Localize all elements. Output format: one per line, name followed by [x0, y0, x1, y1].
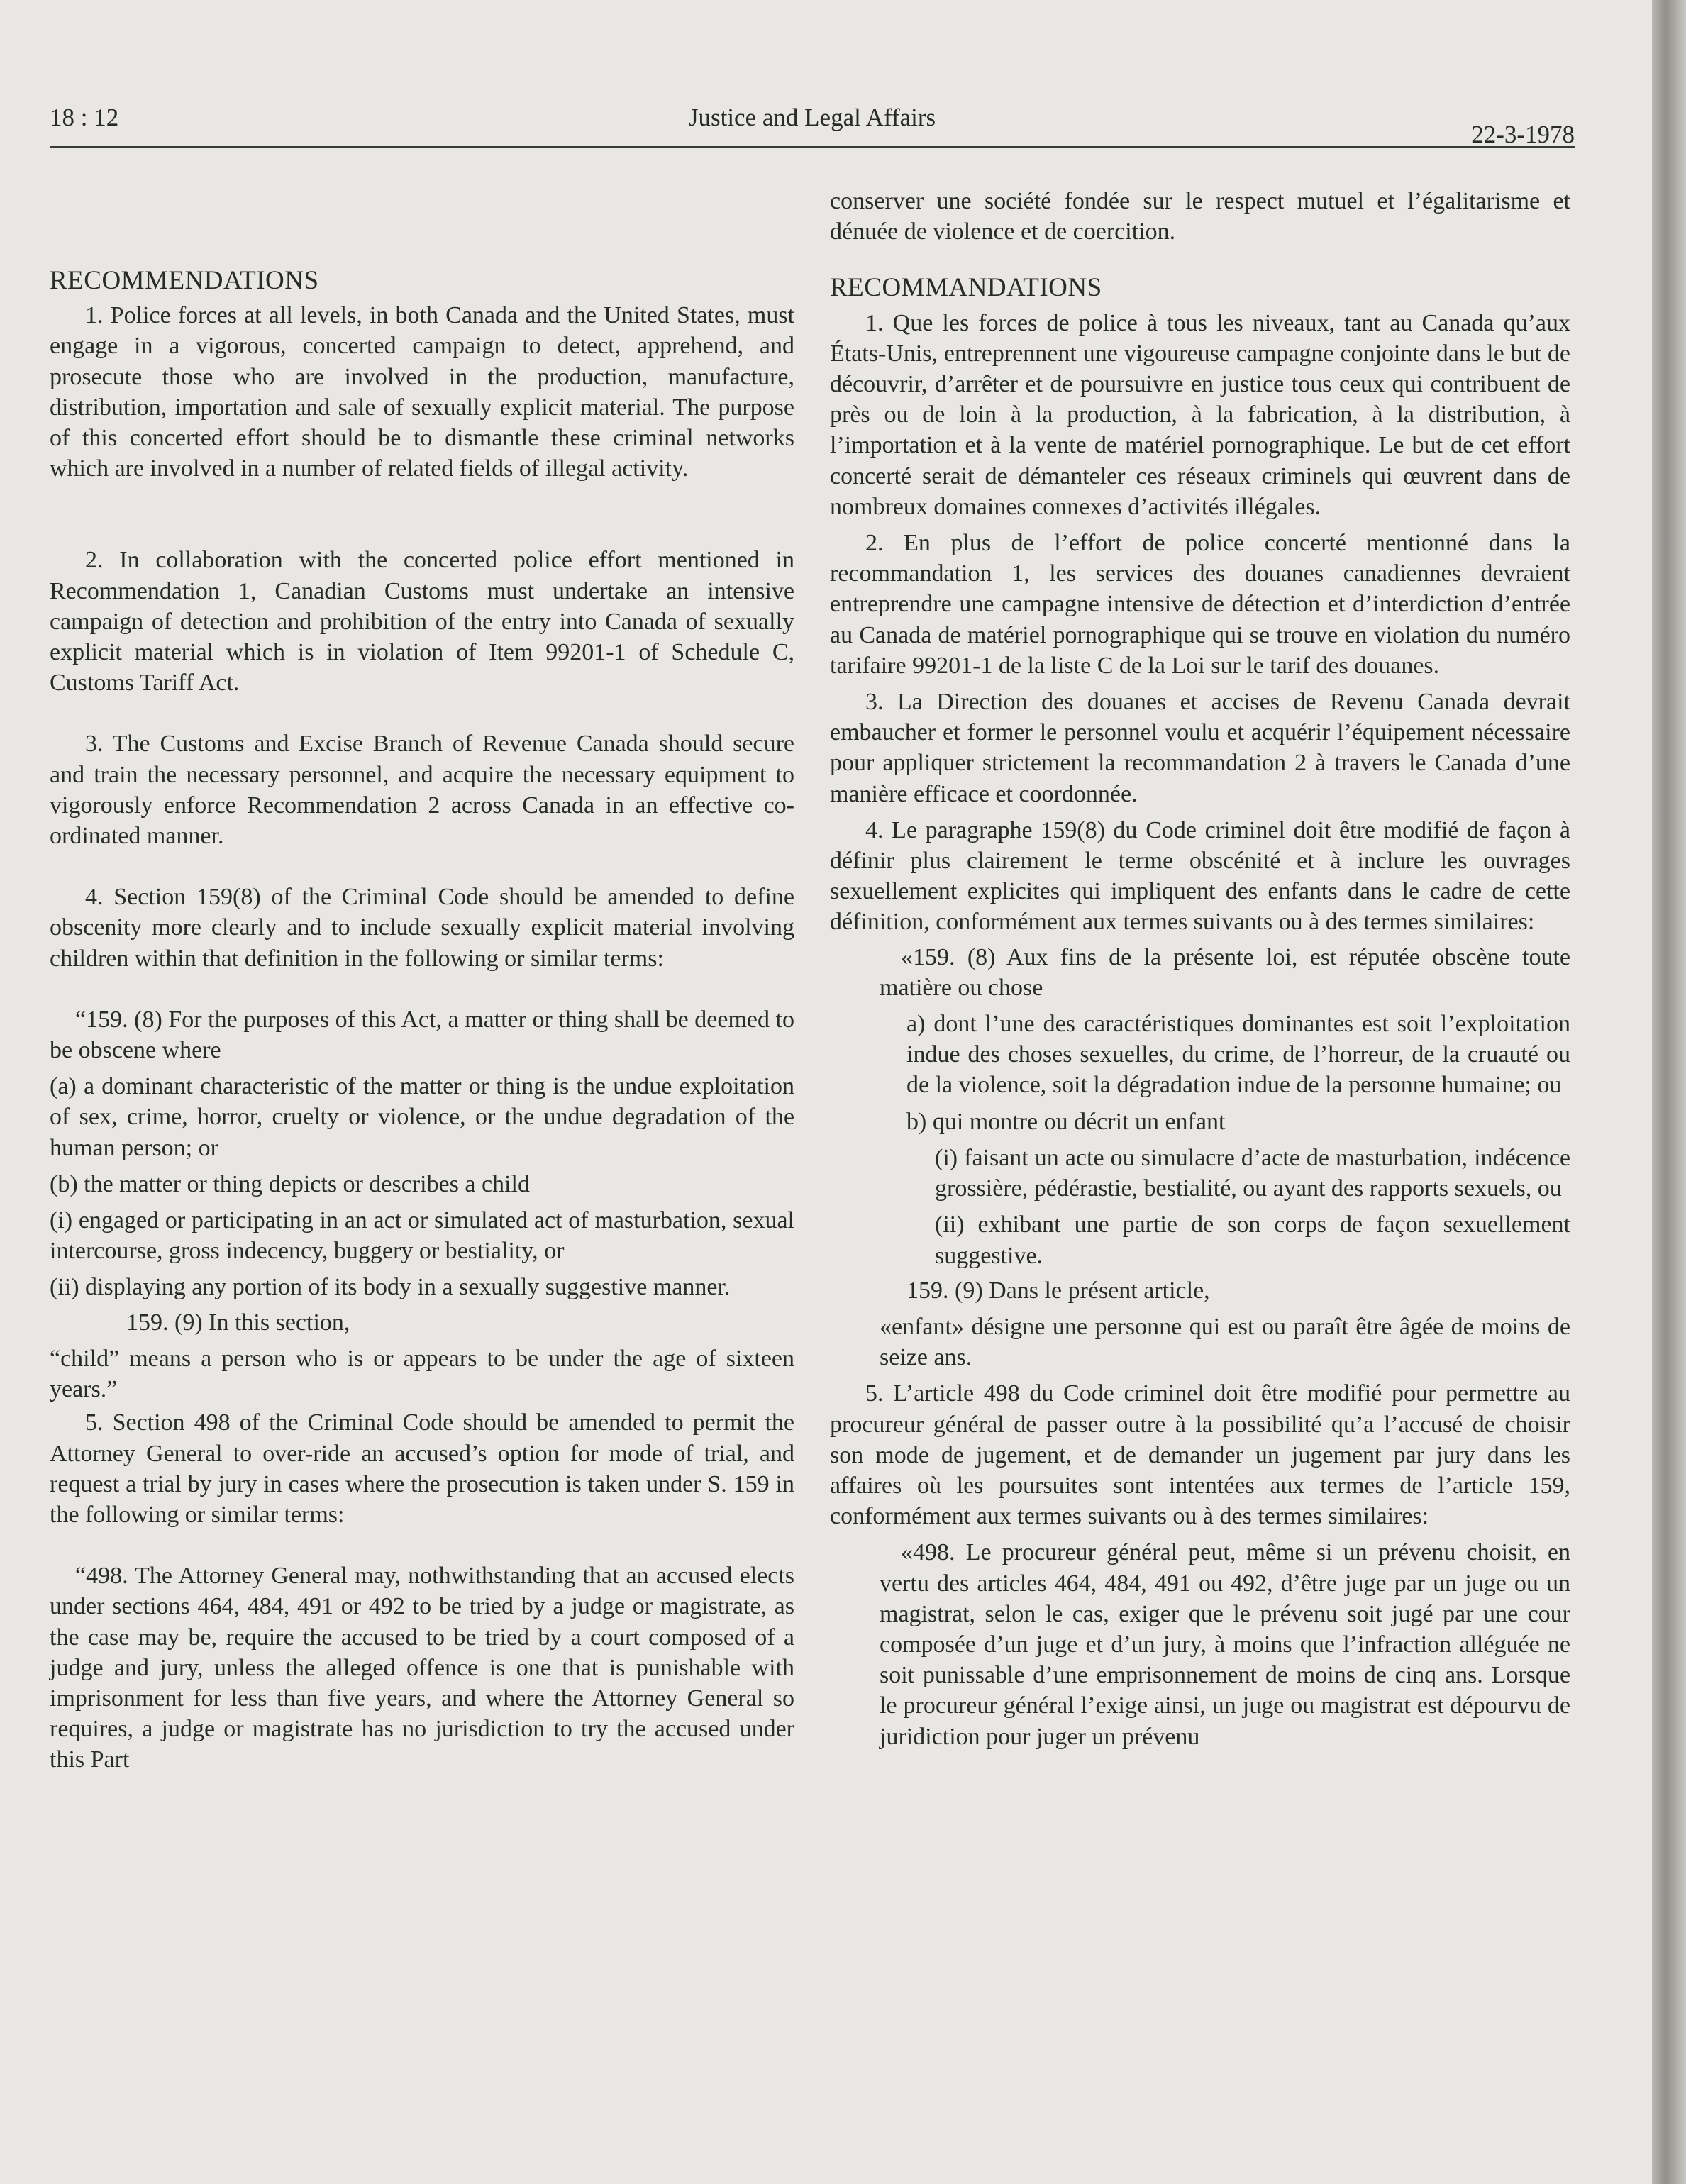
recommendation-1-en: 1. Police forces at all levels, in both Canada and the United States, must engage in a vigorous, concerted campaign to detect, apprehend, and prosecute those who are involved in the production, manufacture, distribution, importation and sale of sexually explicit material. The purpose of this concerted effort should be to dismantle these criminal networks which are involved in a number of related fields of illegal activity. [50, 302, 794, 482]
english-column [50, 186, 794, 1775]
french-column [830, 186, 1570, 1752]
quote-498-fr: «498. Le procureur général peut, même si un prévenu choisit, en vertu des articles 464, 484, 491 ou 492, d’être juge par un juge ou un magistrat, selon le cas, exiger que le prévenu soit jugé par une cour composée d’un juge et d’un jury, à moins que l’infraction alléguée ne soit punissable d’une emprisonnement de moins de cinq ans. Lorsque le procureur général l’exige ainsi, un juge ou magistrat est dépourvu de juridiction pour juger un prévenu [880, 1539, 1570, 1750]
page-header [50, 104, 1575, 148]
quote-159-b-en: (b) the matter or thing depicts or describes a child [50, 1170, 530, 1197]
recommendation-2-en: 2. In collaboration with the concerted police effort mentioned in Recommendation 1, Canadian Customs must undertake an intensive campaign of detection and prohibition of the entry into Canada of sexually explicit material which is in violation of Item 99201-1 of Schedule C, Customs Tariff Act. [50, 547, 794, 697]
quote-159-a-fr: a) dont l’une des caractéristiques dominantes est soit l’exploitation indue des choses sexuelles, du crime, de l’horreur, de la cruauté ou de la violence, soit la dégradation indue de la personne humaine; ou [906, 1011, 1570, 1099]
section-heading-fr: RECOMMANDATIONS [830, 273, 1102, 303]
recommendation-3-fr: 3. La Direction des douanes et accises de Revenu Canada devrait embaucher et former le personnel voulu et acquérir l’équipement nécessaire pour appliquer strictement la recommandation 2 à travers le Canada d’une manière efficace et coordonnée. [830, 689, 1570, 807]
header-date: 22-3-1978 [1471, 121, 1575, 148]
page-number: 18 : 12 [50, 104, 119, 131]
quote-159-b-ii-fr: (ii) exhibant une partie de son corps de façon sexuellement suggestive. [935, 1212, 1570, 1269]
quote-498-en: “498. The Attorney General may, nothwithstanding that an accused elects under sections 464, 484, 491 or 492 to be tried by a judge or magistrate, as the case may be, require the accused to be tried by a court composed of a judge and jury, unless the alleged offence is one that is punishable with imprisonment for less than five years, and where the Attorney General so requires, a judge or magistrate has no jurisdiction to try the accused under this Part [50, 1563, 794, 1773]
quote-159-b-fr: b) qui montre ou décrit un enfant [906, 1108, 1226, 1135]
recommendation-5-en: 5. Section 498 of the Criminal Code should be amended to permit the Attorney General to over-ride an accused’s option for mode of trial, and request a trial by jury in cases where the prosecution is taken under S. 159 in the following or similar terms: [50, 1409, 794, 1528]
quote-child-definition-en: “child” means a person who is or appears to be under the age of sixteen years.” [50, 1345, 794, 1403]
quote-159-9-en: 159. (9) In this section, [126, 1309, 350, 1336]
recommendation-2-fr: 2. En plus de l’effort de police concerté mentionné dans la recommandation 1, les services des douanes canadiennes devraient entreprendre une campagne intensive de détection et d’interdiction d’entrée au Canada de matériel pornographique qui se trouve en violation du numéro tarifaire 99201-1 de la liste C de la Loi sur le tarif des douanes. [830, 530, 1570, 679]
recommendation-1-fr: 1. Que les forces de police à tous les niveaux, tant au Canada qu’aux États-Unis, entreprennent une vigoureuse campagne conjointe dans le but de découvrir, d’arrêter et de poursuivre en justice tous ceux qui contribuent de près ou de loin à la production, à la fabrication, à la distribution, à l’importation et à la vente de matériel pornographique. Le but de cet effort concerté serait de démanteler ces réseaux criminels qui œuvrent dans de nombreux domaines connexes d’activités illégales. [830, 309, 1570, 520]
french-intro-text: conserver une société fondée sur le respect mutuel et l’égalitarisme et dénuée de violence et de coercition. [830, 188, 1570, 245]
quote-159-9-fr: 159. (9) Dans le présent article, [906, 1277, 1210, 1304]
quote-159-a-en: (a) a dominant characteristic of the matter or thing is the undue exploitation of sex, crime, horror, cruelty or violence, or the undue degradation of the human person; or [50, 1073, 794, 1161]
recommendation-4-en: 4. Section 159(8) of the Criminal Code should be amended to define obscenity more clearly and to include sexually explicit material involving children within that definition in the following or similar terms: [50, 884, 794, 972]
recommendation-5-fr: 5. L’article 498 du Code criminel doit être modifié pour permettre au procureur général de passer outre à la possibilité qu’a l’accusé de choisir son mode de jugement, et de demander un jugement par jury dans les affaires où les poursuites sont intentées aux termes de l’article 159, conformément aux termes suivants ou à des termes similaires: [830, 1380, 1570, 1530]
page-edge-shadow [1652, 0, 1686, 2184]
quote-159-8-en: “159. (8) For the purposes of this Act, a matter or thing shall be deemed to be obscene where [50, 1006, 794, 1064]
quote-child-definition-fr: «enfant» désigne une personne qui est ou paraît être âgée de moins de seize ans. [880, 1313, 1570, 1371]
recommendation-4-fr: 4. Le paragraphe 159(8) du Code criminel doit être modifié de façon à définir plus clairement le terme obscénité et à inclure les ouvrages sexuellement explicites qui impliquent des enfants dans le cadre de cette définition, conformément aux termes suivants ou à des termes similaires: [830, 816, 1570, 936]
quote-159-b-ii-en: (ii) displaying any portion of its body in a sexually suggestive manner. [50, 1274, 731, 1301]
running-title: Justice and Legal Affairs [688, 104, 936, 131]
recommendation-3-en: 3. The Customs and Excise Branch of Revenue Canada should secure and train the necessary personnel, and acquire the necessary equipment to vigorously enforce Recommendation 2 across Canada in an effective co-ordinated manner. [50, 731, 794, 850]
section-heading-en: RECOMMENDATIONS [50, 266, 319, 295]
quote-159-b-i-fr: (i) faisant un acte ou simulacre d’acte de masturbation, indécence grossière, pédérastie, bestialité, ou ayant des rapports sexuels, ou [935, 1144, 1570, 1202]
quote-159-b-i-en: (i) engaged or participating in an act or simulated act of masturbation, sexual intercourse, gross indecency, buggery or bestiality, or [50, 1207, 794, 1265]
quote-159-8-fr: «159. (8) Aux fins de la présente loi, est réputée obscène toute matière ou chose [880, 943, 1570, 1001]
